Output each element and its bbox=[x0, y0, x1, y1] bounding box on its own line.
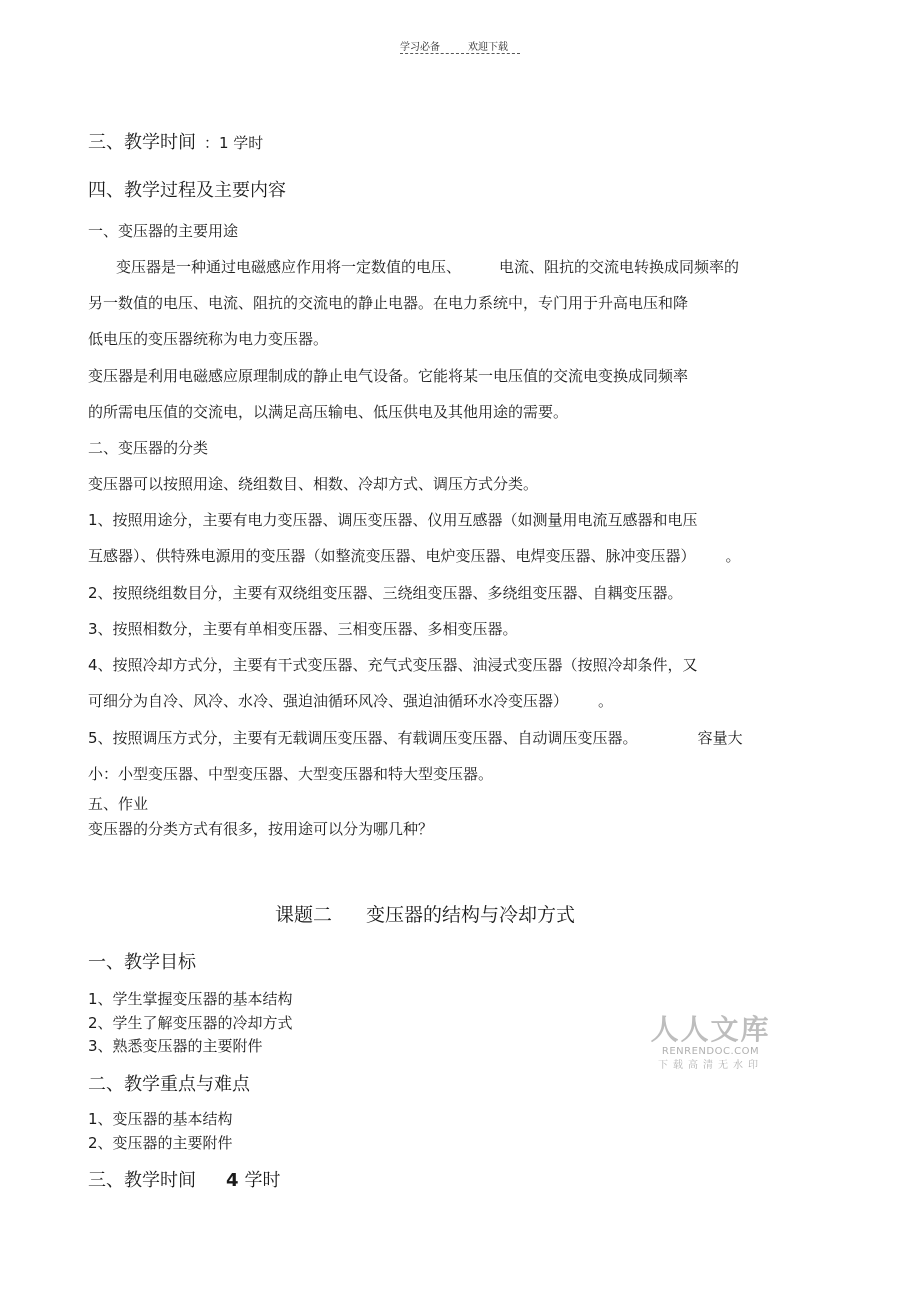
classification-subheading: 二、变压器的分类 bbox=[88, 439, 209, 457]
classification-intro: 变压器可以按照用途、绕组数目、相数、冷却方式、调压方式分类。 bbox=[88, 475, 539, 493]
item1-line2-b: 。 bbox=[725, 547, 741, 565]
item4-line2-b: 。 bbox=[598, 692, 614, 710]
para1-line1-a: 变压器是一种通过电磁感应作用将一定数值的电压、 bbox=[116, 258, 462, 276]
item1-line2 bbox=[88, 545, 741, 566]
lesson2-title-number: 课题二 bbox=[275, 904, 333, 926]
lesson2-time-number: 4 bbox=[226, 1170, 239, 1191]
item5-line1-a: 5、按照调压方式分，主要有无载调压变压器、有载调压变压器、自动调压变压器。 bbox=[88, 729, 638, 747]
key-item-1: 1、变压器的基本结构 bbox=[88, 1110, 233, 1128]
lesson2-title bbox=[275, 900, 575, 927]
item5-line2: 小：小型变压器、中型变压器、大型变压器和特大型变压器。 bbox=[88, 765, 494, 783]
header-right-text: 欢迎下载 bbox=[468, 42, 508, 53]
para1-line2: 另一数值的电压、电流、阻抗的交流电的静止电器。在电力系统中，专门用于升高电压和降 bbox=[88, 294, 689, 312]
item5-line1-b: 容量大 bbox=[697, 729, 743, 747]
item2-line: 2、按照绕组数目分，主要有双绕组变压器、三绕组变压器、多绕组变压器、自耦变压器。 bbox=[88, 584, 683, 602]
item4-line1: 4、按照冷却方式分，主要有干式变压器、充气式变压器、油浸式变压器（按照冷却条件，又 bbox=[88, 656, 698, 674]
item4-line2-a: 可细分为自冷、风冷、水冷、强迫油循环风冷、强迫油循环水冷变压器） bbox=[88, 692, 569, 710]
para2-line1: 变压器是利用电磁感应原理制成的静止电气设备。它能将某一电压值的交流电变换成同频率 bbox=[88, 367, 689, 385]
watermark-url: RENRENDOC.COM bbox=[661, 1046, 760, 1057]
watermark bbox=[648, 1015, 773, 1073]
watermark-subtitle: 下载高清无水印 bbox=[658, 1060, 763, 1071]
lesson2-time-unit: 学时 bbox=[244, 1170, 281, 1191]
usage-subheading: 一、变压器的主要用途 bbox=[88, 222, 239, 240]
item4-line2 bbox=[88, 690, 613, 711]
goal-heading: 一、教学目标 bbox=[88, 952, 196, 973]
teaching-time-value: ：1 学时 bbox=[204, 134, 264, 152]
item1-line2-a: 互感器）、供特殊电源用的变压器（如整流变压器、电炉变压器、电焊变压器、脉冲变压器） bbox=[88, 547, 696, 565]
goal-item-3: 3、熟悉变压器的主要附件 bbox=[88, 1037, 263, 1055]
watermark-title: 人人文库 bbox=[650, 1013, 771, 1046]
homework-heading: 五、作业 bbox=[88, 795, 149, 813]
goal-item-1: 1、学生掌握变压器的基本结构 bbox=[88, 990, 293, 1008]
para1-line3: 低电压的变压器统称为电力变压器。 bbox=[88, 330, 329, 348]
page-header bbox=[400, 38, 508, 53]
para1-line1 bbox=[116, 256, 739, 277]
para2-line2: 的所需电压值的交流电，以满足高压输电、低压供电及其他用途的需要。 bbox=[88, 403, 569, 421]
teaching-time-label: 三、教学时间 bbox=[88, 132, 196, 153]
item3-line: 3、按照相数分，主要有单相变压器、三相变压器、多相变压器。 bbox=[88, 620, 518, 638]
key-item-2: 2、变压器的主要附件 bbox=[88, 1134, 233, 1152]
para1-line1-b: 电流、阻抗的交流电转换成同频率的 bbox=[499, 258, 740, 276]
teaching-time-heading bbox=[88, 128, 263, 154]
process-heading: 四、教学过程及主要内容 bbox=[88, 180, 286, 201]
header-left-text: 学习必备 bbox=[400, 42, 440, 53]
homework-text: 变压器的分类方式有很多，按用途可以分为哪几种？ bbox=[88, 820, 434, 838]
lesson2-title-text: 变压器的结构与冷却方式 bbox=[366, 904, 576, 926]
lesson2-time-label: 三、教学时间 bbox=[88, 1170, 196, 1191]
item1-line1: 1、按照用途分，主要有电力变压器、调压变压器、仪用互感器（如测量用电流互感器和电压 bbox=[88, 511, 698, 529]
header-divider bbox=[400, 53, 520, 54]
lesson2-time-heading bbox=[88, 1166, 281, 1192]
goal-item-2: 2、学生了解变压器的冷却方式 bbox=[88, 1014, 293, 1032]
key-points-heading: 二、教学重点与难点 bbox=[88, 1074, 250, 1095]
item5-line1 bbox=[88, 727, 743, 748]
